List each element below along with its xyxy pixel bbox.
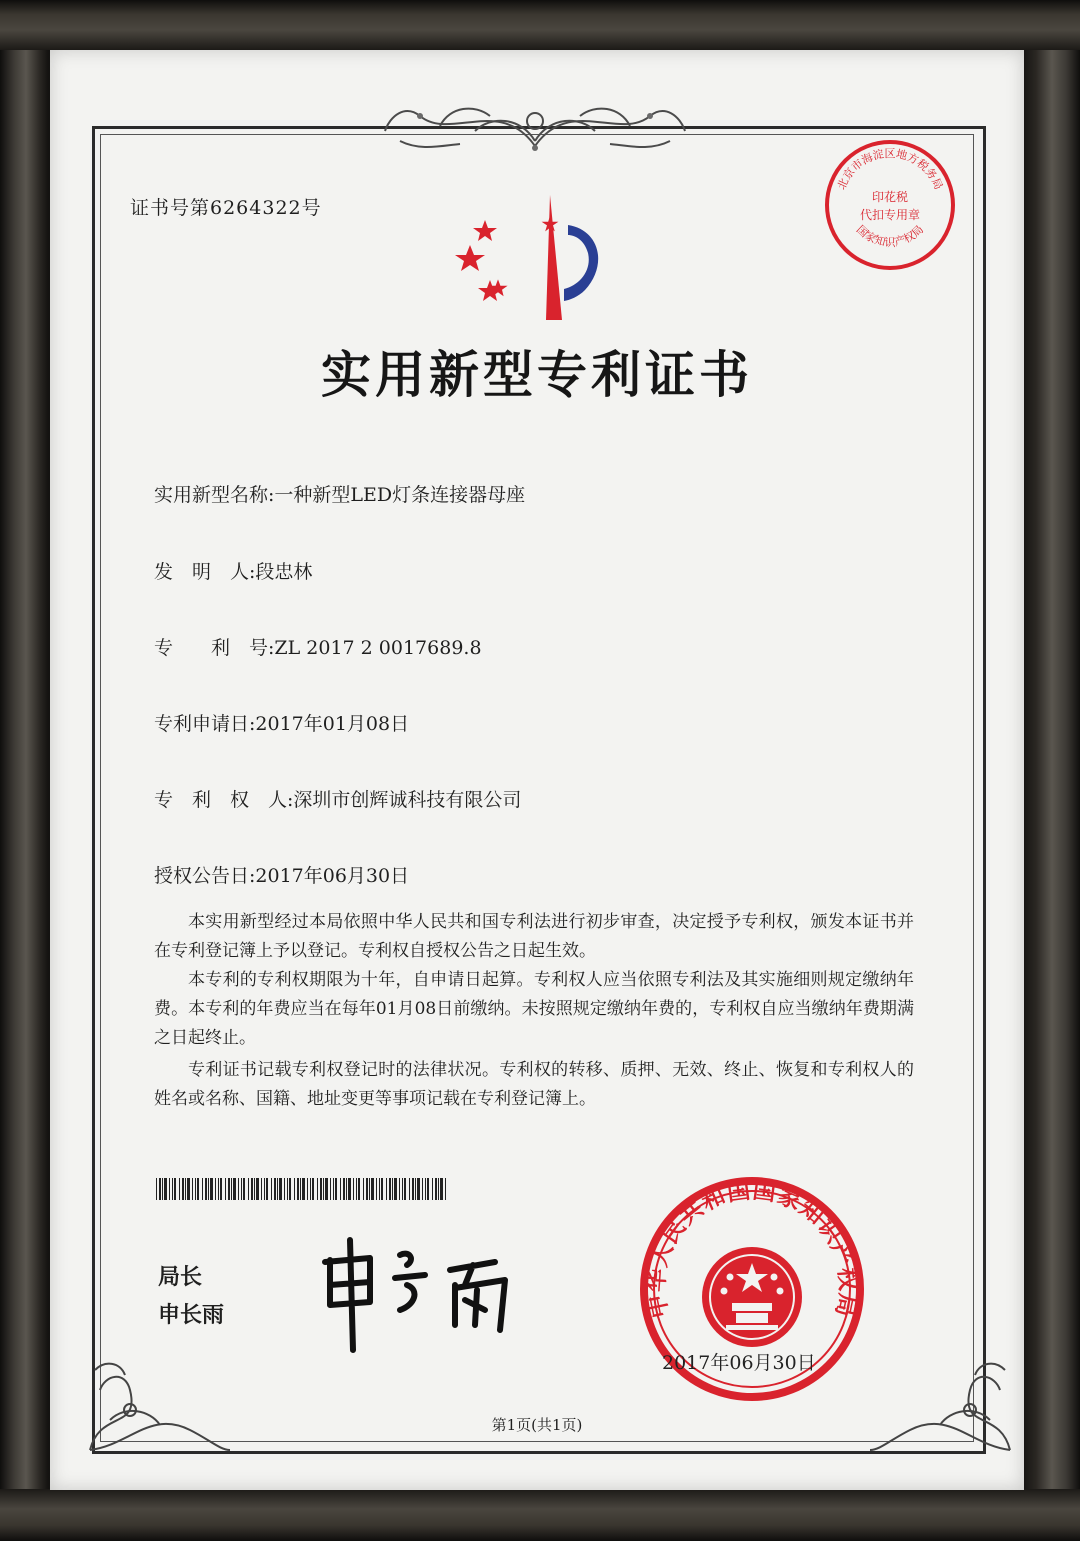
- field-value: 2017年06月30日: [255, 865, 410, 887]
- barcode-bar: [156, 1178, 157, 1200]
- field-label: 实用新型名称:: [154, 484, 275, 506]
- barcode-bar: [325, 1178, 328, 1200]
- barcode-bar: [243, 1178, 245, 1200]
- tax-stamp-icon: [820, 135, 960, 275]
- barcode-bar: [187, 1178, 190, 1200]
- field-value: 2017年01月08日: [255, 713, 410, 735]
- field-label: 专 利 号:: [154, 637, 275, 659]
- barcode-bar: [330, 1178, 331, 1200]
- barcode-bar: [225, 1178, 226, 1200]
- barcode-bar: [340, 1178, 341, 1200]
- field-grant-date: [154, 861, 409, 888]
- barcode-bar: [381, 1178, 383, 1200]
- barcode-bar: [172, 1178, 173, 1200]
- barcode-bar: [363, 1178, 364, 1200]
- barcode-bar: [432, 1178, 433, 1200]
- field-value: 段忠林: [255, 561, 313, 583]
- handwritten-signature: [315, 1230, 555, 1360]
- field-label: 专 利 权 人:: [154, 789, 294, 811]
- barcode-bar: [182, 1178, 184, 1200]
- barcode-bar: [159, 1178, 161, 1200]
- barcode-bar: [415, 1178, 416, 1200]
- field-value: 深圳市创辉诚科技有限公司: [293, 789, 522, 811]
- barcode-bar: [317, 1178, 318, 1200]
- barcode-bar: [169, 1178, 170, 1200]
- barcode-bar: [379, 1178, 380, 1200]
- barcode-bar: [412, 1178, 414, 1200]
- field-value: ZL 2017 2 0017689.8: [274, 637, 482, 659]
- barcode-bar: [264, 1178, 265, 1200]
- signer-position: 局长: [158, 1265, 203, 1290]
- seal-date: 2017年06月30日: [662, 1352, 816, 1374]
- barcode-bar: [348, 1178, 351, 1200]
- field-inventor: [154, 557, 312, 584]
- barcode-bar: [369, 1178, 370, 1200]
- field-patent-number: [154, 633, 482, 660]
- barcode-bar: [256, 1178, 259, 1200]
- barcode-bar: [427, 1178, 429, 1200]
- barcode-bar: [353, 1178, 354, 1200]
- top-ornament-icon: [380, 86, 690, 156]
- barcode-bar: [228, 1178, 230, 1200]
- barcode-bar: [289, 1178, 291, 1200]
- barcode-bar: [185, 1178, 186, 1200]
- barcode-bar: [162, 1178, 163, 1200]
- frame-bottom-edge: [0, 1489, 1080, 1541]
- barcode-bar: [233, 1178, 236, 1200]
- barcode-bar: [241, 1178, 242, 1200]
- barcode-bar: [445, 1178, 446, 1200]
- barcode-bar: [320, 1178, 322, 1200]
- barcode-bar: [284, 1178, 285, 1200]
- barcode-bar: [274, 1178, 276, 1200]
- national-emblem-icon: [702, 1247, 802, 1347]
- barcode-bar: [266, 1178, 268, 1200]
- barcode-bar: [251, 1178, 253, 1200]
- barcode-bar: [174, 1178, 176, 1200]
- barcode-bar: [192, 1178, 193, 1200]
- barcode-bar: [164, 1178, 167, 1200]
- certificate-paper: [50, 50, 1024, 1490]
- barcode-bar: [386, 1178, 387, 1200]
- barcode-bar: [402, 1178, 403, 1200]
- field-utility-model-name: [154, 480, 525, 507]
- field-label: 专利申请日:: [154, 713, 256, 735]
- barcode-bar: [425, 1178, 426, 1200]
- barcode-bar: [197, 1178, 199, 1200]
- seal-text: 中华人民共和国国家知识产权局: [642, 1176, 862, 1321]
- barcode-bar: [371, 1178, 374, 1200]
- paragraph-2: 本专利的专利权期限为十年，自申请日起算。专利权人应当依照专利法及其实施细则规定缴纳年费。本专利的年费应当在每年01月08日前缴纳。未按照规定缴纳年费的，专利权自应当缴纳年费期满之日起终止。: [154, 970, 914, 1048]
- barcode-bar: [323, 1178, 324, 1200]
- barcode-bar: [302, 1178, 305, 1200]
- frame-right-edge: [1022, 0, 1080, 1541]
- barcode-bar: [179, 1178, 180, 1200]
- barcode-bar: [404, 1178, 406, 1200]
- field-label: 发 明 人:: [154, 561, 256, 583]
- barcode-bar: [417, 1178, 420, 1200]
- barcode-bar: [440, 1178, 443, 1200]
- certificate-title: 实用新型专利证书: [321, 345, 753, 404]
- bottom-right-ornament-icon: [860, 1350, 1020, 1460]
- certificate-number: 证书号第6264322号: [130, 197, 322, 219]
- paragraph-3: 专利证书记载专利权登记时的法律状况。专利权的转移、质押、无效、终止、恢复和专利权人的姓名或名称、国籍、地址变更等事项记载在专利登记簿上。: [154, 1060, 914, 1109]
- barcode-bar: [389, 1178, 391, 1200]
- barcode-bar: [205, 1178, 207, 1200]
- barcode-bar: [435, 1178, 437, 1200]
- tax-stamp-line2: 代扣专用章: [859, 208, 921, 222]
- sipo-logo-icon: [450, 185, 620, 325]
- barcode-bar: [358, 1178, 360, 1200]
- barcode-bar: [300, 1178, 301, 1200]
- barcode-bar: [392, 1178, 393, 1200]
- barcode-icon: [156, 1178, 446, 1200]
- barcode-bar: [312, 1178, 314, 1200]
- barcode-bar: [218, 1178, 219, 1200]
- barcode-bar: [254, 1178, 255, 1200]
- signer-name: 申长雨: [158, 1303, 225, 1328]
- barcode-bar: [294, 1178, 295, 1200]
- field-label: 授权公告日:: [154, 865, 256, 887]
- barcode-bar: [238, 1178, 239, 1200]
- barcode-bar: [307, 1178, 308, 1200]
- barcode-bar: [231, 1178, 232, 1200]
- tax-stamp-line1: 印花税: [871, 190, 909, 204]
- barcode-bar: [335, 1178, 337, 1200]
- barcode-bar: [409, 1178, 410, 1200]
- field-patentee: [154, 785, 521, 812]
- tax-stamp-bottom-text: 国家知识产权局: [853, 222, 927, 249]
- field-application-date: [154, 709, 409, 736]
- barcode-bar: [346, 1178, 347, 1200]
- barcode-bar: [366, 1178, 368, 1200]
- barcode-bar: [202, 1178, 203, 1200]
- barcode-bar: [271, 1178, 272, 1200]
- barcode-bar: [356, 1178, 357, 1200]
- barcode-bar: [394, 1178, 397, 1200]
- barcode-bar: [297, 1178, 299, 1200]
- barcode-bar: [208, 1178, 209, 1200]
- barcode-bar: [279, 1178, 282, 1200]
- barcode-bar: [422, 1178, 423, 1200]
- tax-stamp-outer-text: 北京市海淀区地方税务局: [834, 147, 946, 192]
- barcode-bar: [210, 1178, 213, 1200]
- barcode-bar: [248, 1178, 249, 1200]
- barcode-bar: [287, 1178, 288, 1200]
- barcode-bar: [399, 1178, 400, 1200]
- barcode-bar: [376, 1178, 377, 1200]
- barcode-bar: [261, 1178, 262, 1200]
- bottom-left-ornament-icon: [80, 1350, 240, 1460]
- barcode-bar: [215, 1178, 216, 1200]
- field-value: 一种新型LED灯条连接器母座: [274, 484, 526, 506]
- svg-text:国家知识产权局: [854, 223, 926, 249]
- page-indicator: 第1页(共1页): [491, 1416, 583, 1434]
- frame-top-edge: [0, 0, 1080, 50]
- barcode-bar: [220, 1178, 222, 1200]
- barcode-bar: [195, 1178, 196, 1200]
- barcode-bar: [277, 1178, 278, 1200]
- barcode-bar: [310, 1178, 311, 1200]
- barcode-bar: [438, 1178, 439, 1200]
- paragraph-1: 本实用新型经过本局依照中华人民共和国专利法进行初步审查，决定授予专利权，颁发本证书并在专利登记簿上予以登记。专利权自授权公告之日起生效。: [154, 912, 914, 961]
- barcode-bar: [343, 1178, 345, 1200]
- barcode-bar: [333, 1178, 334, 1200]
